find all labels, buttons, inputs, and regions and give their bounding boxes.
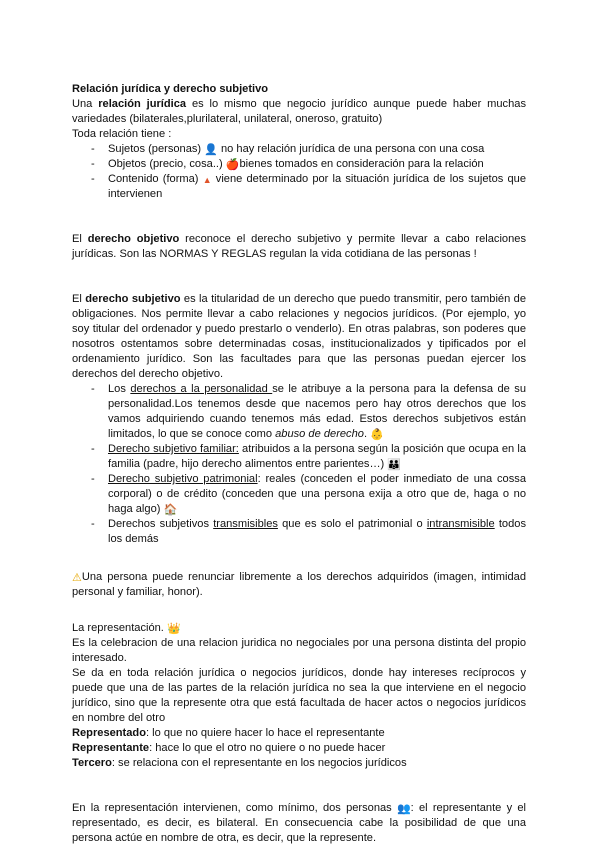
list-item: - Contenido (forma) ▲ viene determinado por la situación jurídica de los sujetos que intervienen [72,172,526,202]
representacion-heading: La representación. 👑 [72,622,181,635]
house-icon: 🏠 [163,504,178,516]
list-item: - Derecho subjetivo patrimonial: reales (conceden el poder inmediato de una cossa corporal) o de crédito (conceden que una persona exija a otro que de, haga o no haga algo) 🏠 [72,472,526,517]
baby-icon: 👶 [370,429,384,441]
triangle-icon: ▲ [202,175,212,185]
tercero-line: Tercero: se relaciona con el representante en los negocios jurídicos [72,757,407,769]
derechos-subjetivos-list [72,382,526,547]
apple-icon: 🍎 [225,159,240,171]
people-icon: 👥 [396,803,411,815]
document-title: Relación jurídica y derecho subjetivo [72,83,269,95]
list-item: - Sujetos (personas) 👤 no hay relación jurídica de una persona con una cosa [72,142,526,157]
derecho-subjetivo-term: derecho subjetivo [85,293,181,305]
derecho-familiar-term: Derecho subjetivo familiar: [108,443,239,455]
derecho-patrimonial-term: Derecho subjetivo patrimonial [108,473,258,485]
intervienen-paragraph: En la representación intervienen, como mínimo, dos personas 👥: el representante y el representado, es decir, es bilateral. En consecuencia cabe la posibilidad de que una persona actúe en nombre de otra, es decir, que la represente. [72,802,526,844]
representacion-explanation: Se da en toda relación jurídica o negocios jurídicos, donde hay intereses recíprocos y puede que una de las partes de la relación jurídica no sea la que interviene en el negocio jurídico, sino que la represente otra que está facultada de hacer actos o negocios jurídicos en nombre del otro [72,667,526,724]
representacion-definition: Es la celebracion de una relacion juridica no negociales por una persona distinta del propio interesado. [72,637,526,664]
relacion-juridica-term: relación jurídica [98,98,187,110]
toda-relacion-line: Toda relación tiene : [72,128,172,140]
derechos-personalidad-term: derechos a la personalidad [130,383,273,395]
list-item: - Derecho subjetivo familiar: atribuidos a la persona según la posición que ocupa en la familia (padre, hijo derecho alimentos entre parientes…) 👪 [72,442,526,472]
relacion-items-list [72,142,526,202]
family-icon: 👪 [387,459,402,471]
warning-icon: ⚠ [72,572,82,584]
person-icon: 👤 [204,144,218,156]
derecho-objetivo-term: derecho objetivo [87,233,180,245]
representante-line: Representante: hace lo que el otro no quiere o no puede hacer [72,742,386,754]
transmisibles-term: transmisibles [213,518,278,530]
document-page [72,82,526,846]
intransmisible-term: intransmisible [426,518,495,530]
list-item: - Objetos (precio, cosa..) 🍎bienes tomados en consideración para la relación [72,157,526,172]
crown-icon: 👑 [166,623,181,635]
intro-paragraph: Una relación jurídica es lo mismo que negocio jurídico aunque puede haber muchas variedades (bilaterales,plurilateral, unilateral, oneroso, gratuito) [72,98,526,125]
list-item: - Los derechos a la personalidad se le atribuye a la persona para la defensa de su personalidad.Los tenemos desde que nacemos pero hay otros derechos que los vamos adquiriendo cuando tenemos más edad. Estos derechos subjetivos están limitados, lo que se conoce como abuso de derecho. 👶 [72,382,526,442]
renunciar-paragraph: ⚠Una persona puede renunciar libremente a los derechos adquiridos (imagen, intimidad personal y familiar, honor). [72,571,526,598]
representado-line: Representado: lo que no quiere hacer lo hace el representante [72,727,385,739]
derecho-subjetivo-paragraph: El derecho subjetivo es la titularidad de un derecho que puedo transmitir, pero también de obligaciones. Nos permite llevar a cabo relaciones y negocios jurídicos. (Por ejemplo, yo soy titular del ordenador y puedo prestarlo o venderlo). En otras palabras, son poderes que nosotros ostentamos sobre determinadas cosas, institucionalizados y tipificados por el ordenamiento jurídico. Son las facultades para que las personas puedan ejercer los derechos del derecho objetivo. [72,293,526,380]
derecho-objetivo-paragraph: El derecho objetivo reconoce el derecho subjetivo y permite llevar a cabo relaciones jurídicas. Son las NORMAS Y REGLAS regulan la vida cotidiana de las personas ! [72,233,526,260]
list-item: - Derechos subjetivos transmisibles que es solo el patrimonial o intransmisible todos los demás [72,517,526,547]
